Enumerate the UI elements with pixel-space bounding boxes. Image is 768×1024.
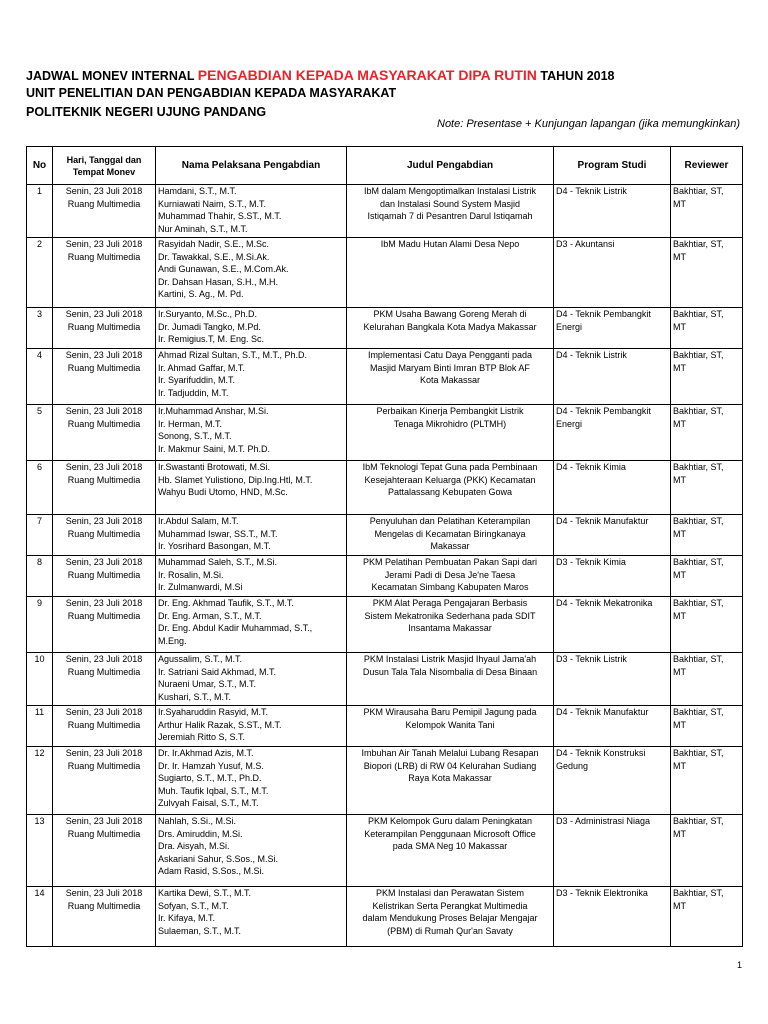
cell-title	[347, 461, 554, 515]
cell-names-line: Dr. Jumadi Tangko, M.Pd.	[158, 321, 261, 332]
cell-reviewer-line: MT	[673, 719, 686, 730]
cell-prodi	[554, 308, 671, 349]
column-header-title: Judul Pengabdian	[347, 147, 554, 185]
cell-reviewer-line: MT	[673, 362, 686, 373]
cell-title-line: PKM Usaha Bawang Goreng Merah di	[373, 309, 527, 319]
cell-reviewer-line: MT	[673, 666, 686, 677]
cell-names-line: M.Eng.	[158, 635, 187, 646]
cell-title-line: Sistem Mekatronika Sederhana pada SDIT	[364, 610, 536, 621]
cell-title-line: dalam Mendukung Proses Belajar Mengajar	[362, 913, 538, 923]
cell-title	[347, 238, 554, 308]
cell-title-line: Makassar	[430, 541, 470, 551]
cell-reviewer-line: Bakhtiar, ST,	[673, 462, 724, 472]
cell-names-line: Dr. Ir.Akhmad Azis, M.T.	[158, 748, 254, 758]
cell-prodi	[554, 815, 671, 887]
cell-prodi	[554, 597, 671, 653]
cell-names-line: Dr. Eng. Akhmad Taufik, S.T., M.T.	[158, 598, 294, 608]
cell-reviewer-line: MT	[673, 474, 686, 485]
cell-names-line: Kartini, S. Ag., M. Pd.	[158, 289, 244, 299]
cell-day-line: Ruang Multimedia	[67, 198, 141, 209]
cell-title-line: Kota Makassar	[419, 375, 481, 385]
cell-names-line: Dra. Aisyah, M.Si.	[158, 841, 230, 851]
cell-title-line: pada SMA Neg 10 Makassar	[392, 841, 508, 851]
cell-reviewer-line: Bakhtiar, ST,	[673, 557, 724, 567]
cell-prodi-line: D4 - Teknik Listrik	[556, 350, 627, 360]
cell-no: 11	[27, 706, 53, 747]
cell-names	[156, 815, 347, 887]
cell-day-line: Senin, 23 Juli 2018	[65, 350, 143, 360]
cell-names	[156, 461, 347, 515]
cell-reviewer	[671, 308, 743, 349]
cell-names-line: Adam Rasid, S.Sos., M.Si.	[158, 866, 265, 876]
cell-prodi-line: Energi	[556, 418, 583, 429]
cell-names-line: Jeremiah Ritto S, S.T.	[158, 732, 246, 742]
cell-reviewer-line: Bakhtiar, ST,	[673, 350, 724, 360]
cell-names-line: Dr. Eng. Abdul Kadir Muhammad, S.T.,	[158, 623, 313, 633]
cell-reviewer	[671, 887, 743, 947]
cell-reviewer-line: Bakhtiar, ST,	[673, 654, 724, 664]
cell-day-line: Senin, 23 Juli 2018	[65, 462, 143, 472]
cell-day-line: Senin, 23 Juli 2018	[65, 816, 143, 826]
cell-names-line: Ir. Remigius.T, M. Eng. Sc.	[158, 334, 265, 344]
cell-names-line: Muh. Taufik Iqbal, S.T., M.T.	[158, 785, 269, 796]
cell-prodi-line: D3 - Administrasi Niaga	[556, 816, 651, 826]
cell-prodi-line: D4 - Teknik Kimia	[556, 462, 626, 472]
cell-names-line: Zulvyah Faisal, S.T., M.T.	[158, 798, 259, 808]
cell-names-line: Muhammad Thahir, S.ST., M.T.	[158, 211, 282, 221]
cell-day-line: Ruang Multimedia	[67, 900, 141, 911]
cell-day-line: Ruang Multimedia	[67, 362, 141, 373]
cell-title-line: PKM Alat Peraga Pengajaran Berbasis	[372, 598, 528, 608]
cell-reviewer-line: MT	[673, 251, 686, 262]
cell-title	[347, 308, 554, 349]
cell-no: 2	[27, 238, 53, 308]
cell-reviewer	[671, 815, 743, 887]
cell-names-line: Arthur Halik Razak, S.ST., M.T.	[158, 719, 282, 730]
schedule-table	[26, 146, 743, 947]
cell-title-line: Istiqamah 7 di Pesantren Darul Istiqamah	[367, 211, 533, 221]
cell-reviewer	[671, 653, 743, 706]
cell-day	[53, 815, 156, 887]
table-row	[27, 238, 743, 308]
cell-prodi	[554, 238, 671, 308]
cell-title-line: Kelurahan Bangkala Kota Madya Makassar	[363, 321, 537, 332]
page-number: 1	[736, 960, 742, 970]
table-row	[27, 461, 743, 515]
cell-reviewer	[671, 238, 743, 308]
cell-names-line: Ir.Swastanti Brotowati, M.Si.	[158, 462, 271, 472]
document-title	[26, 67, 615, 84]
cell-title	[347, 747, 554, 815]
cell-names-line: Dr. Tawakkal, S.E., M.Si.Ak.	[158, 251, 270, 262]
cell-names	[156, 653, 347, 706]
cell-title-line: PKM Kelompok Guru dalam Peningkatan	[367, 816, 533, 826]
cell-names	[156, 515, 347, 556]
cell-title-line: IbM dalam Mengoptimalkan Instalasi Listrik	[363, 186, 537, 196]
cell-reviewer	[671, 461, 743, 515]
table-row	[27, 706, 743, 747]
note: Note: Presentase + Kunjungan lapangan (jika memungkinkan)	[437, 118, 740, 130]
cell-names-line: Ir. Herman, M.T.	[158, 418, 223, 429]
cell-prodi	[554, 185, 671, 238]
cell-prodi-line: D4 - Teknik Mekatronika	[556, 598, 653, 608]
institution-name: POLITEKNIK NEGERI UJUNG PANDANG	[26, 105, 267, 119]
title-highlight: PENGABDIAN KEPADA MASYARAKAT DIPA RUTIN	[197, 67, 537, 83]
cell-names-line: Wahyu Budi Utomo, HND, M.Sc.	[158, 487, 288, 497]
column-header-day: Hari, Tanggal dan Tempat Monev	[53, 147, 156, 185]
table-body	[27, 185, 743, 947]
cell-names-line: Agussalim, S.T., M.T.	[158, 654, 243, 664]
cell-title	[347, 653, 554, 706]
cell-names-line: Kurniawati Naim, S.T., M.T.	[158, 198, 267, 209]
table-row	[27, 556, 743, 597]
cell-day-line: Senin, 23 Juli 2018	[65, 598, 143, 608]
cell-prodi-line: D3 - Teknik Elektronika	[556, 888, 648, 898]
cell-no: 4	[27, 349, 53, 405]
cell-names-line: Ir. Satriani Said Akhmad, M.T.	[158, 666, 277, 677]
cell-reviewer	[671, 706, 743, 747]
cell-day-line: Ruang Multimedia	[67, 666, 141, 677]
cell-names-line: Nur Aminah, S.T., M.T.	[158, 223, 248, 234]
cell-no: 7	[27, 515, 53, 556]
cell-names-line: Ir. Yosrihard Basongan, M.T.	[158, 541, 271, 551]
cell-no: 8	[27, 556, 53, 597]
cell-reviewer-line: MT	[673, 569, 686, 580]
cell-day-line: Ruang Multimedia	[67, 251, 141, 262]
cell-no: 3	[27, 308, 53, 349]
cell-day-line: Senin, 23 Juli 2018	[65, 748, 143, 758]
cell-title-line: Perbaikan Kinerja Pembangkit Listrik	[376, 406, 524, 416]
cell-names-line: Ir. Syarifuddin, M.T.	[158, 375, 236, 385]
cell-no: 10	[27, 653, 53, 706]
cell-day-line: Ruang Multimedia	[67, 610, 141, 621]
cell-title-line: PKM Pelatihan Pembuatan Pakan Sapi dari	[362, 557, 538, 567]
cell-names	[156, 597, 347, 653]
cell-title	[347, 597, 554, 653]
cell-day	[53, 597, 156, 653]
cell-day-line: Senin, 23 Juli 2018	[65, 516, 143, 526]
table-row	[27, 653, 743, 706]
cell-names	[156, 185, 347, 238]
cell-reviewer-line: MT	[673, 900, 686, 911]
cell-day-line: Ruang Multimedia	[67, 828, 141, 839]
cell-title	[347, 887, 554, 947]
cell-names	[156, 747, 347, 815]
cell-title-line: Jerami Padi di Desa Je'ne Taesa	[384, 569, 516, 580]
cell-names-line: Ir. Ahmad Gaffar, M.T.	[158, 362, 245, 373]
cell-prodi	[554, 556, 671, 597]
cell-no: 9	[27, 597, 53, 653]
cell-day-line: Senin, 23 Juli 2018	[65, 707, 143, 717]
cell-day	[53, 461, 156, 515]
cell-title-line: Kelompok Wanita Tani	[405, 719, 495, 730]
cell-day-line: Senin, 23 Juli 2018	[65, 309, 143, 319]
cell-reviewer-line: MT	[673, 321, 686, 332]
cell-reviewer	[671, 515, 743, 556]
cell-prodi-line: D3 - Teknik Kimia	[556, 557, 626, 567]
cell-names-line: Ir. Zulmanwardi, M.Si	[158, 582, 243, 592]
cell-reviewer	[671, 556, 743, 597]
cell-names-line: Ir. Tadjuddin, M.T.	[158, 387, 229, 398]
cell-day-line: Ruang Multimedia	[67, 760, 141, 771]
cell-title-line: Kesejahteraan Keluarga (PKK) Kecamatan	[364, 474, 536, 485]
cell-day	[53, 653, 156, 706]
title-suffix: TAHUN 2018	[540, 69, 615, 83]
cell-prodi-line: D4 - Teknik Listrik	[556, 186, 627, 196]
title-prefix: JADWAL MONEV INTERNAL	[26, 69, 195, 83]
cell-day	[53, 556, 156, 597]
cell-names-line: Ir.Suryanto, M.Sc., Ph.D.	[158, 309, 258, 319]
table-header-row	[27, 147, 743, 185]
table-row	[27, 185, 743, 238]
cell-no: 5	[27, 405, 53, 461]
cell-day-line: Senin, 23 Juli 2018	[65, 406, 143, 416]
cell-title	[347, 405, 554, 461]
cell-day-line: Senin, 23 Juli 2018	[65, 654, 143, 664]
cell-title-line: Penyuluhan dan Pelatihan Keterampilan	[369, 516, 531, 526]
cell-prodi	[554, 706, 671, 747]
table-row	[27, 887, 743, 947]
table-row	[27, 815, 743, 887]
cell-names-line: Ir. Makmur Saini, M.T. Ph.D.	[158, 443, 271, 454]
cell-names-line: Ir. Kifaya, M.T.	[158, 913, 216, 923]
unit-name: UNIT PENELITIAN DAN PENGABDIAN KEPADA MASYARAKAT	[26, 86, 397, 100]
column-header-prodi: Program Studi	[554, 147, 671, 185]
table-row	[27, 308, 743, 349]
cell-day	[53, 887, 156, 947]
cell-day-line: Ruang Multimedia	[67, 474, 141, 485]
cell-names-line: Sonong, S.T., M.T.	[158, 431, 232, 441]
table-row	[27, 405, 743, 461]
cell-reviewer-line: MT	[673, 828, 686, 839]
cell-names-line: Hb. Slamet Yulistiono, Dip.Ing.Htl, M.T.	[158, 474, 313, 485]
cell-reviewer-line: Bakhtiar, ST,	[673, 516, 724, 526]
cell-names	[156, 706, 347, 747]
cell-reviewer-line: Bakhtiar, ST,	[673, 598, 724, 608]
table-row	[27, 515, 743, 556]
cell-day-line: Ruang Multimedia	[67, 569, 141, 580]
cell-names-line: Muhammad Iswar, SS.T., M.T.	[158, 528, 278, 539]
cell-reviewer-line: Bakhtiar, ST,	[673, 707, 724, 717]
cell-reviewer	[671, 747, 743, 815]
cell-reviewer-line: MT	[673, 198, 686, 209]
cell-reviewer	[671, 349, 743, 405]
cell-title	[347, 556, 554, 597]
cell-day-line: Senin, 23 Juli 2018	[65, 186, 143, 196]
cell-prodi	[554, 515, 671, 556]
cell-prodi-line: Energi	[556, 321, 583, 332]
cell-reviewer-line: Bakhtiar, ST,	[673, 239, 724, 249]
cell-prodi	[554, 349, 671, 405]
cell-day-line: Ruang Multimedia	[67, 719, 141, 730]
cell-day-line: Ruang Multimedia	[67, 418, 141, 429]
cell-names-line: Kartika Dewi, S.T., M.T.	[158, 888, 252, 898]
table-row	[27, 597, 743, 653]
cell-day	[53, 405, 156, 461]
cell-reviewer	[671, 405, 743, 461]
cell-title-line: PKM Instalasi Listrik Masjid Ihyaul Jama'ah	[363, 654, 537, 664]
cell-title-line: Keterampilan Penggunaan Microsoft Office	[364, 828, 536, 839]
cell-prodi-line: D4 - Teknik Manufaktur	[556, 516, 649, 526]
cell-title	[347, 515, 554, 556]
cell-names	[156, 349, 347, 405]
column-header-reviewer: Reviewer	[671, 147, 743, 185]
cell-names-line: Nahlah, S.Si., M.Si.	[158, 816, 237, 826]
cell-no: 14	[27, 887, 53, 947]
cell-title-line: IbM Madu Hutan Alami Desa Nepo	[380, 239, 520, 249]
cell-prodi	[554, 653, 671, 706]
table-row	[27, 747, 743, 815]
cell-title-line: Raya Kota Makassar	[408, 773, 492, 783]
cell-names-line: Drs. Amiruddin, M.Si.	[158, 828, 243, 839]
cell-names	[156, 887, 347, 947]
cell-no: 6	[27, 461, 53, 515]
cell-names-line: Ir. Rosalin, M.Si.	[158, 569, 224, 580]
cell-names	[156, 405, 347, 461]
cell-reviewer-line: Bakhtiar, ST,	[673, 406, 724, 416]
cell-names-line: Dr. Ir. Hamzah Yusuf, M.S.	[158, 760, 264, 771]
cell-day	[53, 515, 156, 556]
cell-prodi-line: D3 - Teknik Listrik	[556, 654, 627, 664]
cell-day	[53, 308, 156, 349]
cell-day-line: Senin, 23 Juli 2018	[65, 239, 143, 249]
cell-no: 12	[27, 747, 53, 815]
cell-title-line: dan Instalasi Sound System Masjid	[379, 198, 521, 209]
cell-no: 13	[27, 815, 53, 887]
cell-title	[347, 185, 554, 238]
cell-day-line: Ruang Multimedia	[67, 528, 141, 539]
cell-reviewer-line: Bakhtiar, ST,	[673, 748, 724, 758]
cell-names-line: Sofyan, S.T., M.T.	[158, 900, 229, 911]
cell-names-line: Rasyidah Nadir, S.E., M.Sc.	[158, 239, 270, 249]
cell-reviewer-line: MT	[673, 528, 686, 539]
cell-names-line: Andi Gunawan, S.E., M.Com.Ak.	[158, 264, 289, 274]
cell-day-line: Ruang Multimedia	[67, 321, 141, 332]
cell-title-line: Tenaga Mikrohidro (PLTMH)	[393, 418, 507, 429]
cell-day	[53, 706, 156, 747]
cell-prodi	[554, 461, 671, 515]
cell-names	[156, 238, 347, 308]
cell-title-line: Implementasi Catu Daya Pengganti pada	[367, 350, 533, 360]
cell-title-line: Insantama Makassar	[408, 623, 492, 633]
column-header-names: Nama Pelaksana Pengabdian	[156, 147, 347, 185]
cell-day	[53, 185, 156, 238]
cell-prodi-line: Gedung	[556, 760, 589, 771]
cell-reviewer-line: MT	[673, 760, 686, 771]
cell-reviewer	[671, 185, 743, 238]
cell-prodi-line: D4 - Teknik Pembangkit	[556, 309, 651, 319]
cell-title-line: Kecamatan Simbang Kabupaten Maros	[371, 582, 529, 592]
cell-prodi	[554, 887, 671, 947]
cell-day	[53, 349, 156, 405]
cell-names-line: Dr. Dahsan Hasan, S.H., M.H.	[158, 276, 279, 287]
cell-names-line: Askariani Sahur, S.Sos., M.Si.	[158, 853, 279, 864]
cell-names-line: Sulaeman, S.T., M.T.	[158, 925, 242, 936]
cell-day	[53, 238, 156, 308]
cell-names-line: Ir.Syaharuddin Rasyid, M.T.	[158, 707, 269, 717]
cell-names-line: Kushari, S.T., M.T.	[158, 691, 232, 702]
cell-names-line: Muhammad Saleh, S.T., M.Si.	[158, 557, 278, 567]
cell-day-line: Senin, 23 Juli 2018	[65, 557, 143, 567]
column-header-no: No	[27, 147, 53, 185]
cell-title-line: Biopori (LRB) di RW 04 Kelurahan Sudiang	[363, 760, 537, 771]
cell-reviewer-line: MT	[673, 610, 686, 621]
cell-prodi-line: D3 - Akuntansi	[556, 239, 615, 249]
cell-title-line: (PBM) di Rumah Qur'an Savaty	[387, 925, 513, 936]
cell-title	[347, 815, 554, 887]
cell-prodi	[554, 405, 671, 461]
cell-no: 1	[27, 185, 53, 238]
cell-names-line: Ir.Muhammad Anshar, M.Si.	[158, 406, 269, 416]
cell-names-line: Ir.Abdul Salam, M.T.	[158, 516, 239, 526]
cell-names-line: Dr. Eng. Arman, S.T., M.T.	[158, 610, 262, 621]
cell-reviewer-line: Bakhtiar, ST,	[673, 888, 724, 898]
cell-names-line: Hamdani, S.T., M.T.	[158, 186, 237, 196]
cell-title	[347, 349, 554, 405]
cell-title-line: Kelistrikan Serta Perangkat Multimedia	[372, 900, 528, 911]
cell-title-line: Imbuhan Air Tanah Melalui Lubang Resapan	[361, 748, 539, 758]
cell-title-line: PKM Wirausaha Baru Pemipil Jagung pada	[363, 707, 537, 717]
cell-reviewer-line: Bakhtiar, ST,	[673, 816, 724, 826]
cell-prodi	[554, 747, 671, 815]
cell-names-line: Ahmad Rizal Sultan, S.T., M.T., Ph.D.	[158, 350, 308, 360]
table-row	[27, 349, 743, 405]
cell-reviewer-line: Bakhtiar, ST,	[673, 309, 724, 319]
cell-names-line: Sugiarto, S.T., M.T., Ph.D.	[158, 773, 262, 783]
cell-title-line: PKM Instalasi dan Perawatan Sistem	[375, 888, 525, 898]
cell-day	[53, 747, 156, 815]
cell-reviewer-line: Bakhtiar, ST,	[673, 186, 724, 196]
cell-names	[156, 308, 347, 349]
cell-day-line: Senin, 23 Juli 2018	[65, 888, 143, 898]
cell-title	[347, 706, 554, 747]
cell-prodi-line: D4 - Teknik Pembangkit	[556, 406, 651, 416]
cell-title-line: Mengelas di Kecamatan Biringkanaya	[374, 528, 526, 539]
cell-prodi-line: D4 - Teknik Konstruksi	[556, 748, 646, 758]
cell-names	[156, 556, 347, 597]
cell-reviewer-line: MT	[673, 418, 686, 429]
cell-title-line: Masjid Maryam Binti Imran BTP Blok AF	[370, 362, 530, 373]
cell-names-line: Nuraeni Umar, S.T., M.T.	[158, 679, 257, 689]
cell-reviewer	[671, 597, 743, 653]
cell-prodi-line: D4 - Teknik Manufaktur	[556, 707, 649, 717]
cell-title-line: IbM Teknologi Tepat Guna pada Pembinaan	[362, 462, 538, 472]
cell-title-line: Pattalassang Kebupaten Gowa	[387, 487, 513, 497]
cell-title-line: Dusun Tala Tala Nisombalia di Desa Binaan	[362, 666, 538, 677]
